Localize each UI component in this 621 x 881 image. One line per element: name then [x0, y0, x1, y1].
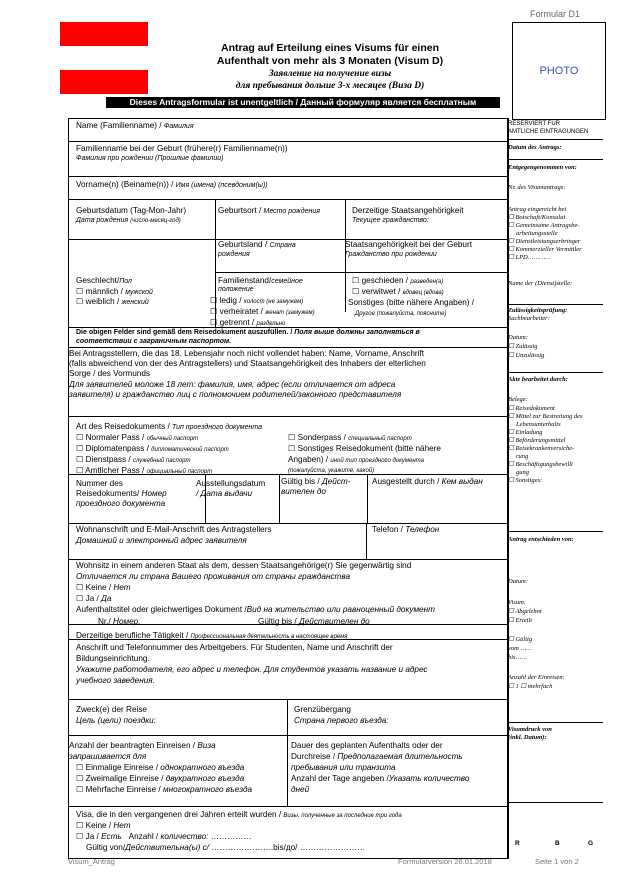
sidebar-officer: Name der (Dienst)stelle:: [508, 280, 573, 287]
minor-ru2: заявителя) и гражданство лиц с полномочием родителей/законного представителя: [69, 390, 402, 399]
birth-date-label: Geburtsdatum (Tag-Mon-Jahr): [76, 206, 187, 215]
valid-until-ru: вителен до: [281, 487, 326, 496]
doc-other-ru2: (пожалуйста, укажите, какой): [288, 468, 375, 474]
prev-visa-valid: Gültig von/Действительна(ы) с/ …………………..bis/до/ ……………………: [86, 843, 366, 852]
sidebar-reserved2: AMTLICHE EINTRAGUNGEN: [508, 129, 589, 135]
sidebar-b: B: [555, 840, 560, 847]
sidebar-joint1: ☐ Gemeinsame Antragsbe-: [508, 222, 580, 229]
sidebar-doc5b: rung: [516, 453, 529, 460]
entries-ru: запрашивается для: [69, 752, 147, 761]
duration-ru3: пребывания или транзита: [291, 763, 396, 772]
sidebar-entries-count: Anzahl der Einreisen:: [508, 674, 565, 681]
employer-ru1: Укажите работодателя, его адрес и телефон. Для студентов указать название и адрес: [76, 665, 428, 674]
entries-single-checkbox[interactable]: ☐ Einmalige Einreise / однократного въезда: [76, 763, 245, 772]
border-label: Grenzübergang: [294, 705, 351, 714]
first-name-label: Vorname(n) (Beiname(n)) / Имя (имена) (псевдоним(ы)): [76, 180, 268, 189]
footer-right: Seite 1 von 2: [535, 857, 579, 866]
marital-ru: положение: [218, 286, 254, 293]
birth-nat-label: Staatsangehörigkeit bei der Geburt: [345, 240, 472, 249]
sidebar-r: R: [515, 840, 520, 847]
marital-label: Familienstand/семейное: [218, 276, 303, 285]
current-nat-ru: Текущее гражданство:: [352, 217, 429, 224]
sidebar-doc2a: ☐ Mittel zur Bestreitung des: [508, 413, 583, 420]
marital-married-checkbox[interactable]: ☐ verheiratet / женат (замужем): [210, 307, 315, 316]
photo-label: PHOTO: [539, 65, 579, 77]
doc-other-cont: Angaben) / иной тип проездного документа: [288, 455, 424, 464]
minor-l1: Bei Antragsstellern, die das 18. Lebensjahr noch nicht vollendet haben: Name, Vorname, Anschrift: [69, 349, 425, 358]
marital-single-checkbox[interactable]: ☐ ledig / холост (не замужем): [210, 296, 304, 305]
sidebar-granted: ☐ Erteilt: [508, 617, 533, 624]
marital-other-ru: Другое (пожалуйста, поясните): [355, 311, 447, 317]
sidebar-print1: Visumdruck von: [508, 726, 552, 733]
passport-note: Die obigen Felder sind gemäß dem Reisedokument auszufüllen. / Поля выше должны заполняться в: [76, 329, 420, 336]
residence-yes-checkbox[interactable]: ☐ Ja / Да: [76, 594, 112, 603]
occupation-label: Derzeitige berufliche Tätigkeit / Профессиональная деятельность в настоящее время: [76, 631, 348, 640]
minor-ru1: Для заявителей моложе 18 лет: фамилия, имя, адрес (если отличается от адреса: [69, 380, 396, 389]
sidebar-doc7: ☐ Sonstiges:: [508, 477, 543, 484]
sex-male-checkbox[interactable]: ☐ männlich / мужской: [76, 287, 153, 296]
sidebar-docs: Belege:: [508, 396, 528, 403]
sidebar-reserved1: RESERVIERT FÜR: [508, 121, 561, 127]
current-nat-label: Derzeitige Staatsangehörigkeit: [352, 206, 464, 215]
doc-special-checkbox[interactable]: ☐ Sonderpass / специальный паспорт: [288, 433, 412, 442]
duration-de4: Anzahl der Tage angeben /Указать количество: [291, 774, 470, 783]
sidebar-inadmissible: ☐ Unzulässig: [508, 352, 545, 359]
sidebar-doc3: ☐ Einladung: [508, 429, 543, 436]
sidebar-from: vom ……: [508, 645, 533, 652]
address-ru: Домашний и электронный адрес заявителя: [76, 536, 247, 545]
issue-date-ru: / Дата выдачи: [196, 489, 253, 498]
title-ru-1: Заявление на получение визы: [268, 69, 392, 79]
marital-divorced-checkbox[interactable]: ☐ geschieden / разведен(а): [352, 276, 444, 285]
sidebar-commercial: ☐ Kommerzieller Vermittler: [508, 246, 582, 253]
prev-visa-label: Visa, die in den vergangenen drei Jahren erteilt wurden / Визы, полученные за последние три года: [76, 810, 402, 819]
residence-label: Wohnsitz in einem anderen Staat als dem, dessen Staatsangehörige(r) Sie gegenwärtig sind: [76, 561, 412, 570]
minor-l2: (falls abweichend von der des Antragstellers) und Staatsangehörigkeit des Inhabers der elterlichen: [69, 359, 426, 368]
permit-valid: Gültig bis / Действителен до: [258, 617, 370, 626]
sidebar-until: bis……: [508, 654, 528, 661]
residence-no-checkbox[interactable]: ☐ Keine / Нет: [76, 583, 131, 592]
issue-date-label: Ausstellungsdatum: [196, 479, 266, 488]
duration-de2: Durchreise / Предполагаемая длительность: [291, 752, 463, 761]
entries-label: Anzahl der beantragten Einreisen / Виза: [69, 741, 216, 750]
sidebar-visa-nr: Nr. des Visumantrags:: [508, 184, 566, 191]
sidebar-embassy: ☐ Botschaft/Konsulat: [508, 214, 566, 221]
residence-ru: Отличается ли страна Вашего проживания от страны гражданства: [76, 572, 351, 581]
birth-date-ru: Дата рождения (число-месяц-год): [76, 217, 181, 224]
sex-label: Geschlecht/Пол: [76, 276, 132, 285]
sidebar-received-by: Entgegengenommen von:: [508, 164, 577, 171]
doc-normal-checkbox[interactable]: ☐ Normaler Pass / обычный паспорт: [76, 433, 199, 442]
sidebar-doc1: ☐ Reisedokument: [508, 405, 555, 412]
purpose-ru: Цель (цели) поездки:: [76, 716, 156, 725]
sidebar-print2: (inkl. Datum):: [508, 734, 547, 741]
sidebar-doc4: ☐ Beförderungsmittel: [508, 437, 566, 444]
sidebar-admissibility: Zulässigkeitsprüfung:: [508, 307, 568, 314]
doc-number-label2: Reisedokuments/ Номер: [76, 489, 167, 498]
employer-de2: Bildungseinrichtung.: [76, 654, 150, 663]
valid-until-label: Gültig bis / Дейст-: [281, 477, 351, 486]
birth-name-ru: Фамилия при рождении (Прошлые фамилии): [76, 155, 224, 162]
duration-ru5: дней: [291, 785, 310, 794]
sidebar-decided: Antrag entschieden von:: [508, 536, 574, 543]
phone-label: Telefon / Телефон: [372, 525, 440, 534]
footer-left: Visum_Antrag: [68, 857, 115, 866]
entries-double-checkbox[interactable]: ☐ Zweimalige Einreise / двукратного въезда: [76, 774, 245, 783]
sidebar-processed: Akte bearbeitet durch:: [508, 376, 568, 383]
flag-stripe-top: [60, 22, 148, 46]
sidebar-date-applied: Datum des Antrags:: [508, 144, 562, 151]
sidebar-doc2b: Lebensunterhalts: [516, 421, 561, 428]
photo-box: [512, 22, 606, 120]
name-label: Name (Familienname) / Фамилия: [76, 121, 194, 130]
sidebar-provider: ☐ Dienstleistungserbringer: [508, 238, 581, 245]
footer-mid: Formularversion 26.01.2018: [398, 857, 492, 866]
doc-diplomatic-checkbox[interactable]: ☐ Diplomatenpass / дипломатический паспорт: [76, 444, 229, 453]
marital-other-label: Sonstiges (bitte nähere Angaben) /: [348, 298, 475, 307]
doc-number-label: Nummer des: [76, 479, 123, 488]
employer-de1: Anschrift und Telefonnummer des Arbeitgebers. Für Studenten, Name und Anschrift der: [76, 643, 393, 652]
sidebar-entries-opts: ☐ 1 ☐ mehrfach: [508, 683, 553, 690]
prev-visa-no-checkbox[interactable]: ☐ Keine / Нет: [76, 821, 131, 830]
sidebar-date2: Datum:: [508, 578, 528, 585]
sex-female-checkbox[interactable]: ☐ weiblich / женский: [76, 297, 149, 306]
sidebar-admissible: ☐ Zulässig: [508, 343, 538, 350]
minor-l3: Sorge / des Vormunds: [69, 369, 151, 378]
birth-place-label: Geburtsort / Место рождения: [218, 206, 320, 215]
form-title: [160, 42, 500, 92]
sidebar-submitted: Antrag eingereicht bei: [508, 206, 567, 213]
doc-service-checkbox[interactable]: ☐ Dienstpass / служебный паспорт: [76, 455, 191, 464]
sidebar-refused: ☐ Abgelehnt: [508, 608, 542, 615]
sidebar-clerk: Sachbearbeiter:: [508, 315, 550, 322]
sidebar-date: Datum:: [508, 334, 528, 341]
employer-ru2: учебного заведения.: [76, 676, 155, 685]
permit-nr: Nr./ Номер.: [98, 617, 141, 626]
entries-multi-checkbox[interactable]: ☐ Mehrfache Einreise / многократного въезда: [76, 785, 253, 794]
address-label: Wohnanschrift und E-Mail-Anschrift des Antragstellers: [76, 525, 272, 534]
form-id: Formular D1: [530, 9, 581, 19]
birth-country-ru: рождения: [218, 251, 250, 258]
sidebar-g: G: [588, 840, 594, 847]
doc-number-ru: проездного документа: [76, 499, 166, 508]
border-ru: Страна первого въезда:: [294, 716, 389, 725]
sidebar-lpd: ☐ LPD…………: [508, 254, 551, 261]
sidebar-doc6b: gung: [516, 469, 529, 476]
duration-de1: Dauer des geplanten Aufenthalts oder der: [291, 741, 443, 750]
doc-type-label: Art des Reisedokuments / Тип проездного документа: [76, 422, 262, 431]
sidebar-doc5a: ☐ Reisekrankenversiche-: [508, 445, 575, 452]
title-de-1: Antrag auf Erteilung eines Visums für einen: [220, 42, 440, 54]
permit-label: Aufenthaltstitel oder gleichwertiges Dokument /Вид на жительство или равноценный документ: [76, 605, 435, 614]
sidebar-doc6a: ☐ Beschäftigungsbewilli: [508, 461, 573, 468]
sidebar-valid: ☐ Gültig: [508, 636, 533, 643]
doc-official-checkbox[interactable]: ☐ Amtlicher Pass / официальный паспорт: [76, 466, 213, 475]
prev-visa-yes-checkbox[interactable]: ☐ Ja / Есть Anzahl / количество: ……………: [76, 832, 252, 841]
title-de-2: Aufenthalt von mehr als 3 Monaten (Visum D): [216, 55, 444, 67]
doc-other-checkbox[interactable]: ☐ Sonstiges Reisedokument (bitte nähere: [288, 444, 441, 453]
free-banner: Dieses Antragsformular ist unentgeltlich / Данный формуляр является бесплатным: [106, 97, 500, 108]
marital-widowed-checkbox[interactable]: ☐ verwitwet / вдовец (вдова): [352, 287, 444, 296]
sidebar-joint2: arbeitungsstelle: [516, 230, 558, 237]
title-ru-2: для пребывания дольше 3-х месяцев (Виза D): [235, 81, 425, 91]
flag-stripe-bottom: [60, 70, 148, 94]
passport-note-ru: соответствии с заграничным паспортом.: [76, 338, 232, 345]
birth-country-label: Geburtsland / Страна: [218, 240, 296, 249]
birth-name-label: Familienname bei der Geburt (frühere(r) Familienname(n)): [76, 144, 288, 153]
marital-separated-checkbox[interactable]: ☐ getrennt / раздельно: [210, 318, 286, 327]
issued-by-label: Ausgestellt durch / Кем выдан: [372, 477, 483, 486]
birth-nat-ru: Гражданство при рождении: [345, 251, 437, 258]
purpose-label: Zweck(e) der Reise: [76, 705, 147, 714]
official-use-sidebar: [508, 118, 603, 858]
sidebar-visa: Visum:: [508, 599, 526, 606]
